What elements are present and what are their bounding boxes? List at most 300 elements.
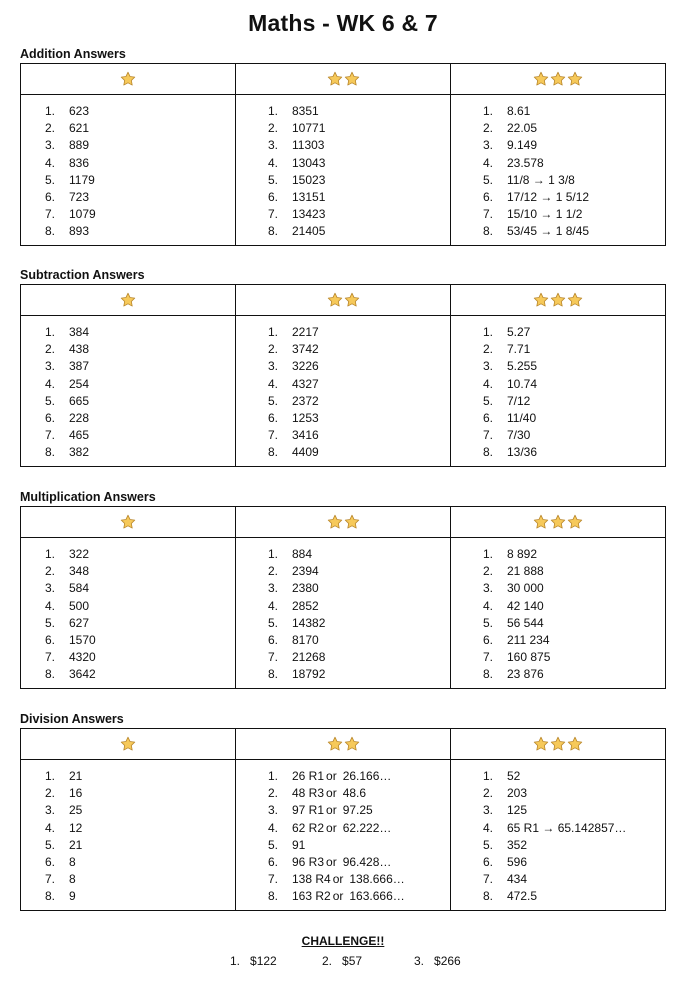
- difficulty-stars: [533, 514, 583, 530]
- answer-value: 125: [507, 803, 528, 818]
- item-number: 3.: [414, 954, 425, 968]
- list-item: [256, 598, 450, 615]
- section-title: Subtraction Answers: [20, 268, 145, 282]
- answer-list: [21, 316, 235, 462]
- answer-value: 472.5: [507, 889, 538, 904]
- difficulty-cell: [21, 64, 236, 95]
- answer-value: 138 R4: [292, 872, 331, 887]
- list-item: [256, 223, 450, 240]
- answer-value: 500: [69, 598, 90, 613]
- answer-value: 352: [507, 837, 528, 852]
- or-word: or: [332, 872, 344, 887]
- item-number: 2.: [482, 342, 493, 357]
- list-item: [256, 563, 450, 580]
- list-item: [33, 854, 235, 871]
- list-item: [471, 854, 665, 871]
- list-item: [471, 598, 665, 615]
- answer-value: 836: [69, 155, 90, 170]
- item-number: 8.: [267, 224, 278, 239]
- star-icon: [120, 71, 136, 87]
- list-item: [256, 768, 450, 785]
- list-item: [471, 563, 665, 580]
- item-number: 4.: [44, 376, 55, 391]
- list-item: [33, 802, 235, 819]
- decimal-answer: 48.6: [342, 786, 367, 801]
- list-item: [471, 120, 665, 137]
- item-number: 2.: [44, 564, 55, 579]
- difficulty-stars: [533, 71, 583, 87]
- answer-value: 5.27: [507, 325, 531, 339]
- star-icon: [533, 71, 549, 87]
- star-icon: [567, 71, 583, 87]
- answer-column: [21, 538, 236, 689]
- list-item: [471, 103, 665, 120]
- item-number: 2.: [482, 564, 493, 579]
- answer-value: 23 876: [507, 667, 544, 682]
- answer-list: [451, 760, 665, 906]
- item-number: 2.: [267, 564, 278, 579]
- answer-value: 5.255: [507, 359, 538, 374]
- list-item: [33, 615, 235, 632]
- list-item: [33, 120, 235, 137]
- difficulty-cell: [451, 507, 666, 538]
- item-number: 3.: [482, 581, 493, 596]
- item-number: 1.: [267, 104, 278, 118]
- star-icon: [550, 71, 566, 87]
- item-number: 7.: [267, 650, 278, 665]
- list-item: [471, 410, 665, 427]
- answer-value: 665: [69, 393, 90, 408]
- difficulty-cell: [451, 729, 666, 760]
- answer-list: [236, 538, 450, 684]
- answer-row: [21, 95, 666, 246]
- answer-table: [20, 284, 666, 467]
- item-number: 8.: [482, 889, 493, 904]
- difficulty-stars: [327, 514, 360, 530]
- list-item: [471, 444, 665, 461]
- item-number: 7.: [267, 872, 278, 887]
- answer-value: 322: [69, 547, 90, 561]
- answer-value: 18792: [292, 667, 326, 682]
- answer-value: 2394: [292, 564, 319, 579]
- answer-value: 62 R2: [292, 820, 325, 835]
- answer-value: 14382: [292, 615, 326, 630]
- item-number: 4.: [267, 155, 278, 170]
- item-number: 7.: [267, 428, 278, 443]
- answer-value: 52: [507, 769, 521, 783]
- list-item: [256, 444, 450, 461]
- list-item: [256, 155, 450, 172]
- star-icon: [327, 292, 343, 308]
- list-item: [256, 820, 450, 837]
- list-item: [33, 172, 235, 189]
- answer-value: 15/10 → 1 1/2: [507, 207, 583, 222]
- item-number: 3.: [267, 138, 278, 153]
- list-item: [256, 802, 450, 819]
- list-item: [256, 837, 450, 854]
- answer-value: 4327: [292, 376, 319, 391]
- item-number: 6.: [44, 410, 55, 425]
- answer-value: 4320: [69, 650, 96, 665]
- answer-value: 7.71: [507, 342, 531, 357]
- answer-value: $122: [250, 954, 277, 968]
- item-number: 8.: [482, 445, 493, 460]
- list-item: [33, 376, 235, 393]
- answer-value: 211 234: [507, 632, 550, 647]
- answer-value: 42 140: [507, 598, 544, 613]
- challenge-list: [230, 952, 461, 970]
- item-number: 3.: [44, 138, 55, 153]
- answer-value: 91: [292, 837, 306, 852]
- star-icon: [550, 736, 566, 752]
- list-item: [33, 768, 235, 785]
- list-item: [256, 632, 450, 649]
- item-number: 8.: [482, 667, 493, 682]
- item-number: 4.: [482, 155, 493, 170]
- item-number: 2.: [44, 121, 55, 136]
- list-item: [256, 393, 450, 410]
- decimal-answer: 62.222…: [342, 820, 392, 835]
- answer-value: 3742: [292, 342, 319, 357]
- list-item: [33, 785, 235, 802]
- item-number: 6.: [44, 189, 55, 204]
- item-number: 3.: [482, 803, 493, 818]
- list-item: [471, 785, 665, 802]
- item-number: 5.: [482, 393, 493, 408]
- star-icon: [327, 514, 343, 530]
- answer-value: 1179: [69, 172, 95, 187]
- list-item: [256, 410, 450, 427]
- list-item: [471, 888, 665, 905]
- answer-list: [236, 316, 450, 462]
- answer-value: 11303: [292, 138, 325, 153]
- answer-value: 434: [507, 872, 528, 887]
- list-item: [256, 189, 450, 206]
- answer-value: 254: [69, 376, 90, 391]
- list-item: [33, 324, 235, 341]
- answer-column: [21, 316, 236, 467]
- item-number: 2.: [482, 121, 493, 136]
- star-icon: [120, 736, 136, 752]
- list-item: [471, 189, 665, 206]
- answer-value: 623: [69, 104, 90, 118]
- item-number: 2.: [482, 786, 493, 801]
- answer-value: 1253: [292, 410, 319, 425]
- answer-column: [451, 760, 666, 911]
- list-item: [33, 103, 235, 120]
- item-number: 1.: [482, 104, 493, 118]
- item-number: 6.: [267, 632, 278, 647]
- item-number: 6.: [44, 632, 55, 647]
- list-item: [256, 649, 450, 666]
- answer-value: 21268: [292, 650, 326, 665]
- section-title: Division Answers: [20, 712, 124, 726]
- answer-value: 893: [69, 224, 90, 239]
- answer-column: [236, 316, 451, 467]
- item-number: 5.: [267, 393, 278, 408]
- answer-list: [21, 538, 235, 684]
- star-icon: [344, 292, 360, 308]
- item-number: 6.: [267, 854, 278, 869]
- answer-column: [21, 95, 236, 246]
- answer-value: 13423: [292, 207, 326, 222]
- challenge-answer: [414, 952, 461, 970]
- difficulty-stars: [120, 71, 136, 87]
- list-item: [256, 206, 450, 223]
- difficulty-stars: [327, 292, 360, 308]
- answer-value: 8: [69, 854, 76, 869]
- answer-value: 596: [507, 854, 528, 869]
- subtraction-section: [20, 266, 666, 467]
- answer-value: 53/45 → 1 8/45: [507, 224, 590, 239]
- answer-value: 889: [69, 138, 90, 153]
- or-word: or: [326, 820, 337, 835]
- item-number: 1.: [44, 547, 55, 561]
- list-item: [256, 546, 450, 563]
- answer-value: 465: [69, 428, 90, 443]
- list-item: [33, 598, 235, 615]
- item-number: 5.: [44, 837, 55, 852]
- item-number: 7.: [267, 207, 278, 222]
- answer-value: 97 R1: [292, 803, 325, 818]
- answer-value: 23.578: [507, 155, 544, 170]
- difficulty-stars: [120, 514, 136, 530]
- item-number: 8.: [44, 445, 55, 460]
- list-item: [256, 871, 450, 888]
- list-item: [33, 393, 235, 410]
- list-item: [471, 802, 665, 819]
- list-item: [471, 580, 665, 597]
- difficulty-cell: [21, 285, 236, 316]
- item-number: 3.: [44, 581, 55, 596]
- list-item: [33, 649, 235, 666]
- answer-list: [21, 95, 235, 241]
- star-icon: [533, 736, 549, 752]
- item-number: 1.: [482, 547, 493, 561]
- answer-value: 17/12 → 1 5/12: [507, 189, 590, 204]
- list-item: [471, 137, 665, 154]
- star-icon: [550, 514, 566, 530]
- item-number: 8.: [44, 667, 55, 682]
- star-row: [21, 285, 666, 316]
- item-number: 4.: [267, 598, 278, 613]
- section-title: Addition Answers: [20, 47, 126, 61]
- item-number: 2.: [322, 954, 333, 968]
- item-number: 1.: [44, 325, 55, 339]
- star-icon: [567, 292, 583, 308]
- answer-list: [451, 316, 665, 462]
- answer-value: 11/40: [507, 410, 537, 425]
- answer-table: [20, 728, 666, 911]
- difficulty-stars: [327, 736, 360, 752]
- answer-value: 22.05: [507, 121, 538, 136]
- answer-column: [451, 538, 666, 689]
- answer-column: [236, 760, 451, 911]
- or-word: or: [326, 786, 337, 801]
- answer-value: 3416: [292, 428, 319, 443]
- answer-value: 25: [69, 803, 83, 818]
- star-icon: [120, 292, 136, 308]
- list-item: [33, 427, 235, 444]
- list-item: [471, 376, 665, 393]
- answer-table: [20, 506, 666, 689]
- list-item: [33, 871, 235, 888]
- answer-column: [21, 760, 236, 911]
- item-number: 4.: [44, 155, 55, 170]
- difficulty-cell: [236, 729, 451, 760]
- answer-row: [21, 760, 666, 911]
- list-item: [256, 580, 450, 597]
- answer-list: [451, 95, 665, 241]
- item-number: 2.: [267, 786, 278, 801]
- list-item: [33, 189, 235, 206]
- star-icon: [344, 736, 360, 752]
- multiplication-section: [20, 488, 666, 689]
- item-number: 4.: [44, 820, 55, 835]
- answer-value: 15023: [292, 172, 326, 187]
- answer-value: 8170: [292, 632, 319, 647]
- list-item: [471, 837, 665, 854]
- list-item: [471, 768, 665, 785]
- answer-value: 627: [69, 615, 90, 630]
- answer-value: 8: [69, 872, 76, 887]
- list-item: [33, 888, 235, 905]
- star-icon: [327, 736, 343, 752]
- answer-value: $266: [434, 954, 461, 968]
- answer-value: 884: [292, 547, 313, 561]
- item-number: 3.: [482, 138, 493, 153]
- difficulty-cell: [236, 64, 451, 95]
- answer-value: 584: [69, 581, 90, 596]
- list-item: [33, 358, 235, 375]
- item-number: 4.: [267, 820, 278, 835]
- answer-value: 8 892: [507, 547, 538, 561]
- list-item: [256, 785, 450, 802]
- answer-column: [236, 95, 451, 246]
- item-number: 1.: [230, 954, 241, 968]
- answer-value: 13043: [292, 155, 326, 170]
- addition-section: [20, 45, 666, 246]
- list-item: [471, 393, 665, 410]
- challenge-answer: [230, 952, 322, 970]
- list-item: [471, 820, 665, 837]
- item-number: 5.: [267, 837, 278, 852]
- item-number: 1.: [267, 547, 278, 561]
- difficulty-stars: [120, 292, 136, 308]
- answer-value: 21405: [292, 224, 326, 239]
- answer-value: 2852: [292, 598, 319, 613]
- item-number: 4.: [482, 820, 493, 835]
- difficulty-stars: [120, 736, 136, 752]
- star-icon: [533, 514, 549, 530]
- answer-value: 10771: [292, 121, 326, 136]
- or-word: or: [326, 769, 337, 783]
- star-icon: [567, 736, 583, 752]
- list-item: [471, 649, 665, 666]
- item-number: 7.: [482, 207, 493, 222]
- page-title: Maths - WK 6 & 7: [248, 10, 438, 36]
- answer-value: 16: [69, 786, 83, 801]
- item-number: 2.: [267, 342, 278, 357]
- item-number: 7.: [44, 650, 55, 665]
- list-item: [256, 854, 450, 871]
- item-number: 5.: [482, 172, 493, 187]
- item-number: 1.: [482, 769, 493, 783]
- list-item: [471, 871, 665, 888]
- item-number: 3.: [44, 803, 55, 818]
- list-item: [33, 820, 235, 837]
- answer-value: 7/30: [507, 428, 531, 443]
- difficulty-stars: [327, 71, 360, 87]
- or-word: or: [332, 889, 344, 904]
- list-item: [33, 563, 235, 580]
- answer-column: [236, 538, 451, 689]
- decimal-answer: 163.666…: [349, 889, 405, 904]
- answer-list: [451, 538, 665, 684]
- list-item: [256, 358, 450, 375]
- or-word: or: [326, 854, 337, 869]
- list-item: [256, 341, 450, 358]
- item-number: 4.: [267, 376, 278, 391]
- list-item: [33, 546, 235, 563]
- item-number: 8.: [44, 224, 55, 239]
- list-item: [471, 223, 665, 240]
- item-number: 5.: [267, 172, 278, 187]
- challenge-answer: [322, 952, 414, 970]
- answer-value: 21: [69, 769, 83, 783]
- star-icon: [120, 514, 136, 530]
- star-icon: [550, 292, 566, 308]
- list-item: [256, 376, 450, 393]
- answer-value: 387: [69, 359, 90, 374]
- answer-value: 348: [69, 564, 90, 579]
- list-item: [33, 632, 235, 649]
- list-item: [471, 172, 665, 189]
- list-item: [256, 666, 450, 683]
- item-number: 6.: [267, 410, 278, 425]
- list-item: [471, 341, 665, 358]
- answer-value: 56 544: [507, 615, 544, 630]
- item-number: 1.: [267, 769, 278, 783]
- item-number: 7.: [44, 872, 55, 887]
- answer-value: 7/12: [507, 393, 531, 408]
- answer-value: 2372: [292, 393, 319, 408]
- answer-value: 160 875: [507, 650, 551, 665]
- answer-value: 1079: [69, 207, 96, 222]
- answer-value: 12: [69, 820, 83, 835]
- answer-list: [236, 95, 450, 241]
- star-icon: [327, 71, 343, 87]
- difficulty-cell: [21, 729, 236, 760]
- decimal-answer: 97.25: [342, 803, 373, 818]
- answer-value: 384: [69, 325, 90, 339]
- star-row: [21, 729, 666, 760]
- item-number: 3.: [267, 581, 278, 596]
- answer-value: 228: [69, 410, 90, 425]
- list-item: [33, 580, 235, 597]
- item-number: 8.: [44, 889, 55, 904]
- list-item: [256, 324, 450, 341]
- difficulty-stars: [533, 292, 583, 308]
- item-number: 7.: [44, 207, 55, 222]
- answer-value: 3642: [69, 667, 96, 682]
- item-number: 7.: [482, 428, 493, 443]
- difficulty-cell: [451, 64, 666, 95]
- list-item: [471, 615, 665, 632]
- answer-value: 621: [69, 121, 90, 136]
- list-item: [33, 666, 235, 683]
- item-number: 6.: [267, 189, 278, 204]
